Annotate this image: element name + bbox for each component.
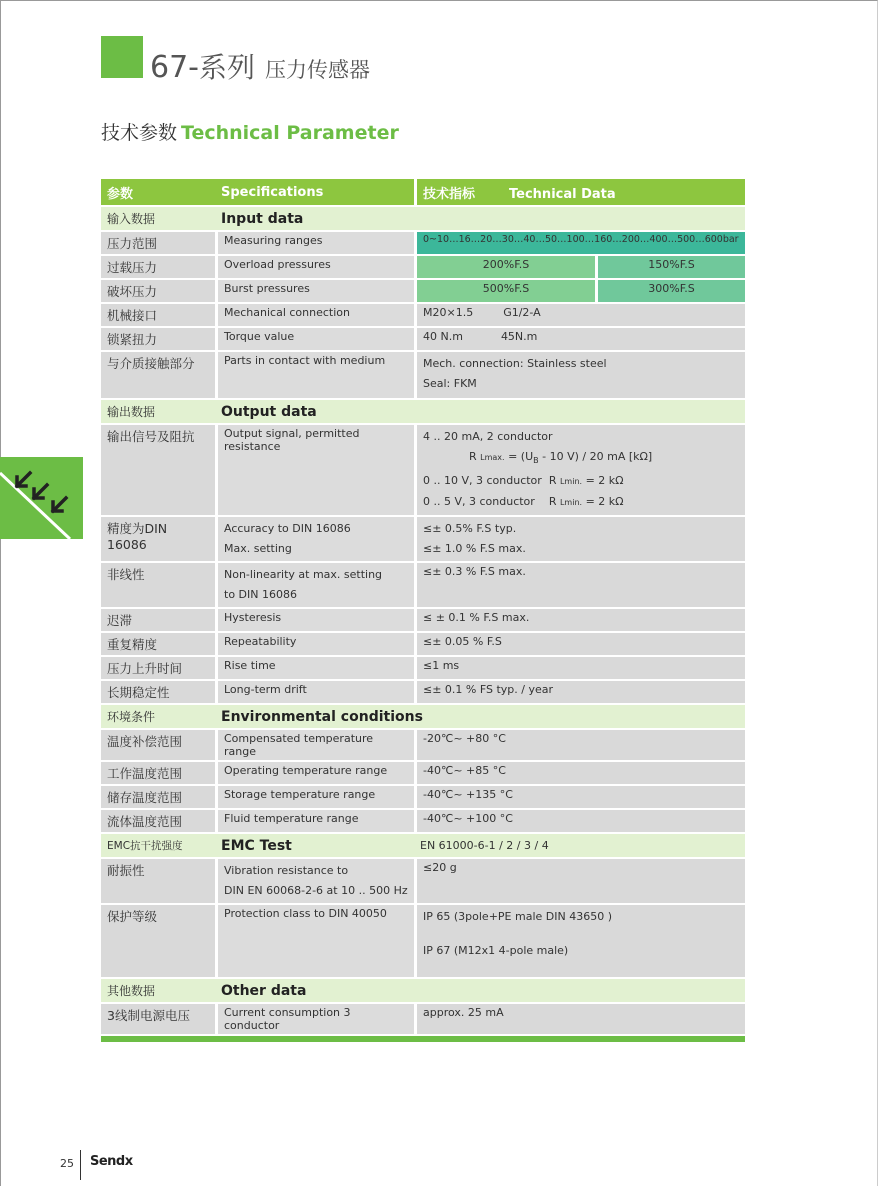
table-row (101, 425, 745, 515)
section-title-cn: 技术参数 (101, 122, 178, 144)
table-row (101, 563, 745, 607)
row-label-en: Repeatability (215, 633, 414, 655)
row-value: ≤± 0.1 % FS typ. / year (414, 681, 745, 703)
row-label-en: Measuring ranges (215, 232, 414, 254)
table-row (101, 517, 745, 561)
side-arrow-badge (0, 457, 83, 539)
table-row (101, 280, 745, 302)
table-row (101, 859, 745, 903)
section-row-other (101, 979, 745, 1002)
row-value (414, 304, 745, 326)
table-row (101, 328, 745, 350)
row-value: ≤20 g (414, 859, 745, 903)
row-value: 150%F.S (595, 256, 745, 278)
product-name: 压力传感器 (265, 58, 371, 82)
row-label-en: Overload pressures (215, 256, 414, 278)
section-cn: 输出数据 (101, 400, 215, 423)
row-value: ≤ ± 0.1 % F.S max. (414, 609, 745, 631)
header-data (414, 179, 745, 205)
row-value: 300%F.S (595, 280, 745, 302)
section-en: Other data (215, 979, 745, 1002)
section-en: EMC Test (215, 834, 414, 857)
row-label-en: Mechanical connection (215, 304, 414, 326)
series-label: 系列 (199, 51, 256, 84)
row-value: ≤± 0.5% F.S typ. ≤± 1.0 % F.S max. (414, 517, 745, 561)
header-data-cn: 技术指标 (423, 186, 476, 202)
page-title (150, 46, 370, 86)
row-label-en: Burst pressures (215, 280, 414, 302)
section-title (101, 118, 399, 145)
table-row (101, 762, 745, 784)
row-label-cn: 输出信号及阻抗 (101, 425, 215, 515)
row-label-en: Parts in contact with medium (215, 352, 414, 398)
section-row-input (101, 207, 745, 230)
row-value: ≤± 0.3 % F.S max. (414, 563, 745, 607)
row-label-cn: 重复精度 (101, 633, 215, 655)
row-label-cn: 机械接口 (101, 304, 215, 326)
header-data-en: Technical Data (509, 186, 616, 202)
row-value: 200%F.S (414, 256, 595, 278)
section-row-env (101, 705, 745, 728)
row-label-cn: 温度补偿范围 (101, 730, 215, 760)
row-label-en: Accuracy to DIN 16086 Max. setting (215, 517, 414, 561)
footer-divider (80, 1150, 81, 1180)
table-row (101, 657, 745, 679)
row-label-en: Fluid temperature range (215, 810, 414, 832)
row-label-cn: 保护等级 (101, 905, 215, 977)
section-value: EN 61000-6-1 / 2 / 3 / 4 (414, 834, 745, 857)
row-label-cn: 非线性 (101, 563, 215, 607)
row-value: -40℃~ +85 °C (414, 762, 745, 784)
row-label-cn: 精度为DIN 16086 (101, 517, 215, 561)
row-value (414, 328, 745, 350)
row-label-en: Long-term drift (215, 681, 414, 703)
row-value: approx. 25 mA (414, 1004, 745, 1034)
row-label-cn: 过载压力 (101, 256, 215, 278)
table-row (101, 905, 745, 977)
section-cn: EMC抗干扰强度 (101, 834, 215, 857)
row-label-cn: 锁紧扭力 (101, 328, 215, 350)
row-label-cn: 压力上升时间 (101, 657, 215, 679)
row-label-en: Output signal, permitted resistance (215, 425, 414, 515)
table-row (101, 609, 745, 631)
row-label-cn: 耐振性 (101, 859, 215, 903)
row-label-en: Compensated temperature range (215, 730, 414, 760)
table-row (101, 232, 745, 254)
row-value: 4 .. 20 mA, 2 conductor R Lmax. = ($U_B - 10$ V) / 20 mA [kΩ] 0 .. 10 V, 3 conductor R Lmin. = 2 kΩ 0 .. 5 V, 3 conductor R Lmin. = 2 kΩ (414, 425, 745, 515)
page-number: 25 (60, 1157, 74, 1170)
row-label-cn: 3线制电源电压 (101, 1004, 215, 1034)
section-title-en: Technical Parameter (181, 122, 399, 144)
section-cn: 其他数据 (101, 979, 215, 1002)
row-label-en: Torque value (215, 328, 414, 350)
row-value: IP 65 (3pole+PE male DIN 43650 ) IP 67 (M12x1 4-pole male) (414, 905, 745, 977)
header-param-cn: 参数 (101, 179, 215, 205)
row-value-a: 40 N.m (423, 330, 463, 343)
row-label-en: Current consumption 3 conductor (215, 1004, 414, 1034)
table-row (101, 304, 745, 326)
section-cn: 环境条件 (101, 705, 215, 728)
section-row-output (101, 400, 745, 423)
row-label-en: Rise time (215, 657, 414, 679)
row-value: Mech. connection: Stainless steel Seal: FKM (414, 352, 745, 398)
row-label-en: Protection class to DIN 40050 (215, 905, 414, 977)
table-row (101, 352, 745, 398)
header-spec-en: Specifications (215, 179, 414, 205)
row-value: ≤± 0.05 % F.S (414, 633, 745, 655)
spec-table (101, 177, 745, 1044)
table-row (101, 256, 745, 278)
row-label-cn: 与介质接触部分 (101, 352, 215, 398)
row-value: 500%F.S (414, 280, 595, 302)
row-label-en: Storage temperature range (215, 786, 414, 808)
row-label-cn: 破坏压力 (101, 280, 215, 302)
table-row (101, 681, 745, 703)
row-label-cn: 迟滞 (101, 609, 215, 631)
row-label-cn: 流体温度范围 (101, 810, 215, 832)
arrows-icon (0, 457, 83, 539)
row-value: -40℃~ +100 °C (414, 810, 745, 832)
row-value: -20℃~ +80 °C (414, 730, 745, 760)
table-header (101, 179, 745, 205)
row-label-en: Vibration resistance to DIN EN 60068-2-6 at 10 .. 500 Hz (215, 859, 414, 903)
header-accent-square (101, 36, 143, 78)
table-row (101, 810, 745, 832)
table-row (101, 633, 745, 655)
table-row (101, 730, 745, 760)
series-number: 67- (150, 50, 199, 85)
row-label-cn: 压力范围 (101, 232, 215, 254)
row-value: 0~10…16…20…30…40…50…100…160…200…400…500…600bar (414, 232, 745, 254)
row-value: ≤1 ms (414, 657, 745, 679)
row-value-b: G1/2-A (503, 306, 541, 319)
row-label-en: Hysteresis (215, 609, 414, 631)
row-label-cn: 长期稳定性 (101, 681, 215, 703)
table-footer-bar (101, 1036, 745, 1042)
section-en: Output data (215, 400, 745, 423)
row-label-cn: 工作温度范围 (101, 762, 215, 784)
brand-logo: Sendx (90, 1154, 133, 1169)
section-cn: 输入数据 (101, 207, 215, 230)
row-value: -40℃~ +135 °C (414, 786, 745, 808)
row-label-cn: 储存温度范围 (101, 786, 215, 808)
row-label-en: Non-linearity at max. setting to DIN 16086 (215, 563, 414, 607)
section-en: Environmental conditions (215, 705, 745, 728)
row-value-a: M20×1.5 (423, 306, 474, 319)
section-row-emc (101, 834, 745, 857)
table-row (101, 786, 745, 808)
table-row (101, 1004, 745, 1034)
row-value-b: 45N.m (500, 330, 538, 343)
row-label-en: Operating temperature range (215, 762, 414, 784)
section-en: Input data (215, 207, 745, 230)
